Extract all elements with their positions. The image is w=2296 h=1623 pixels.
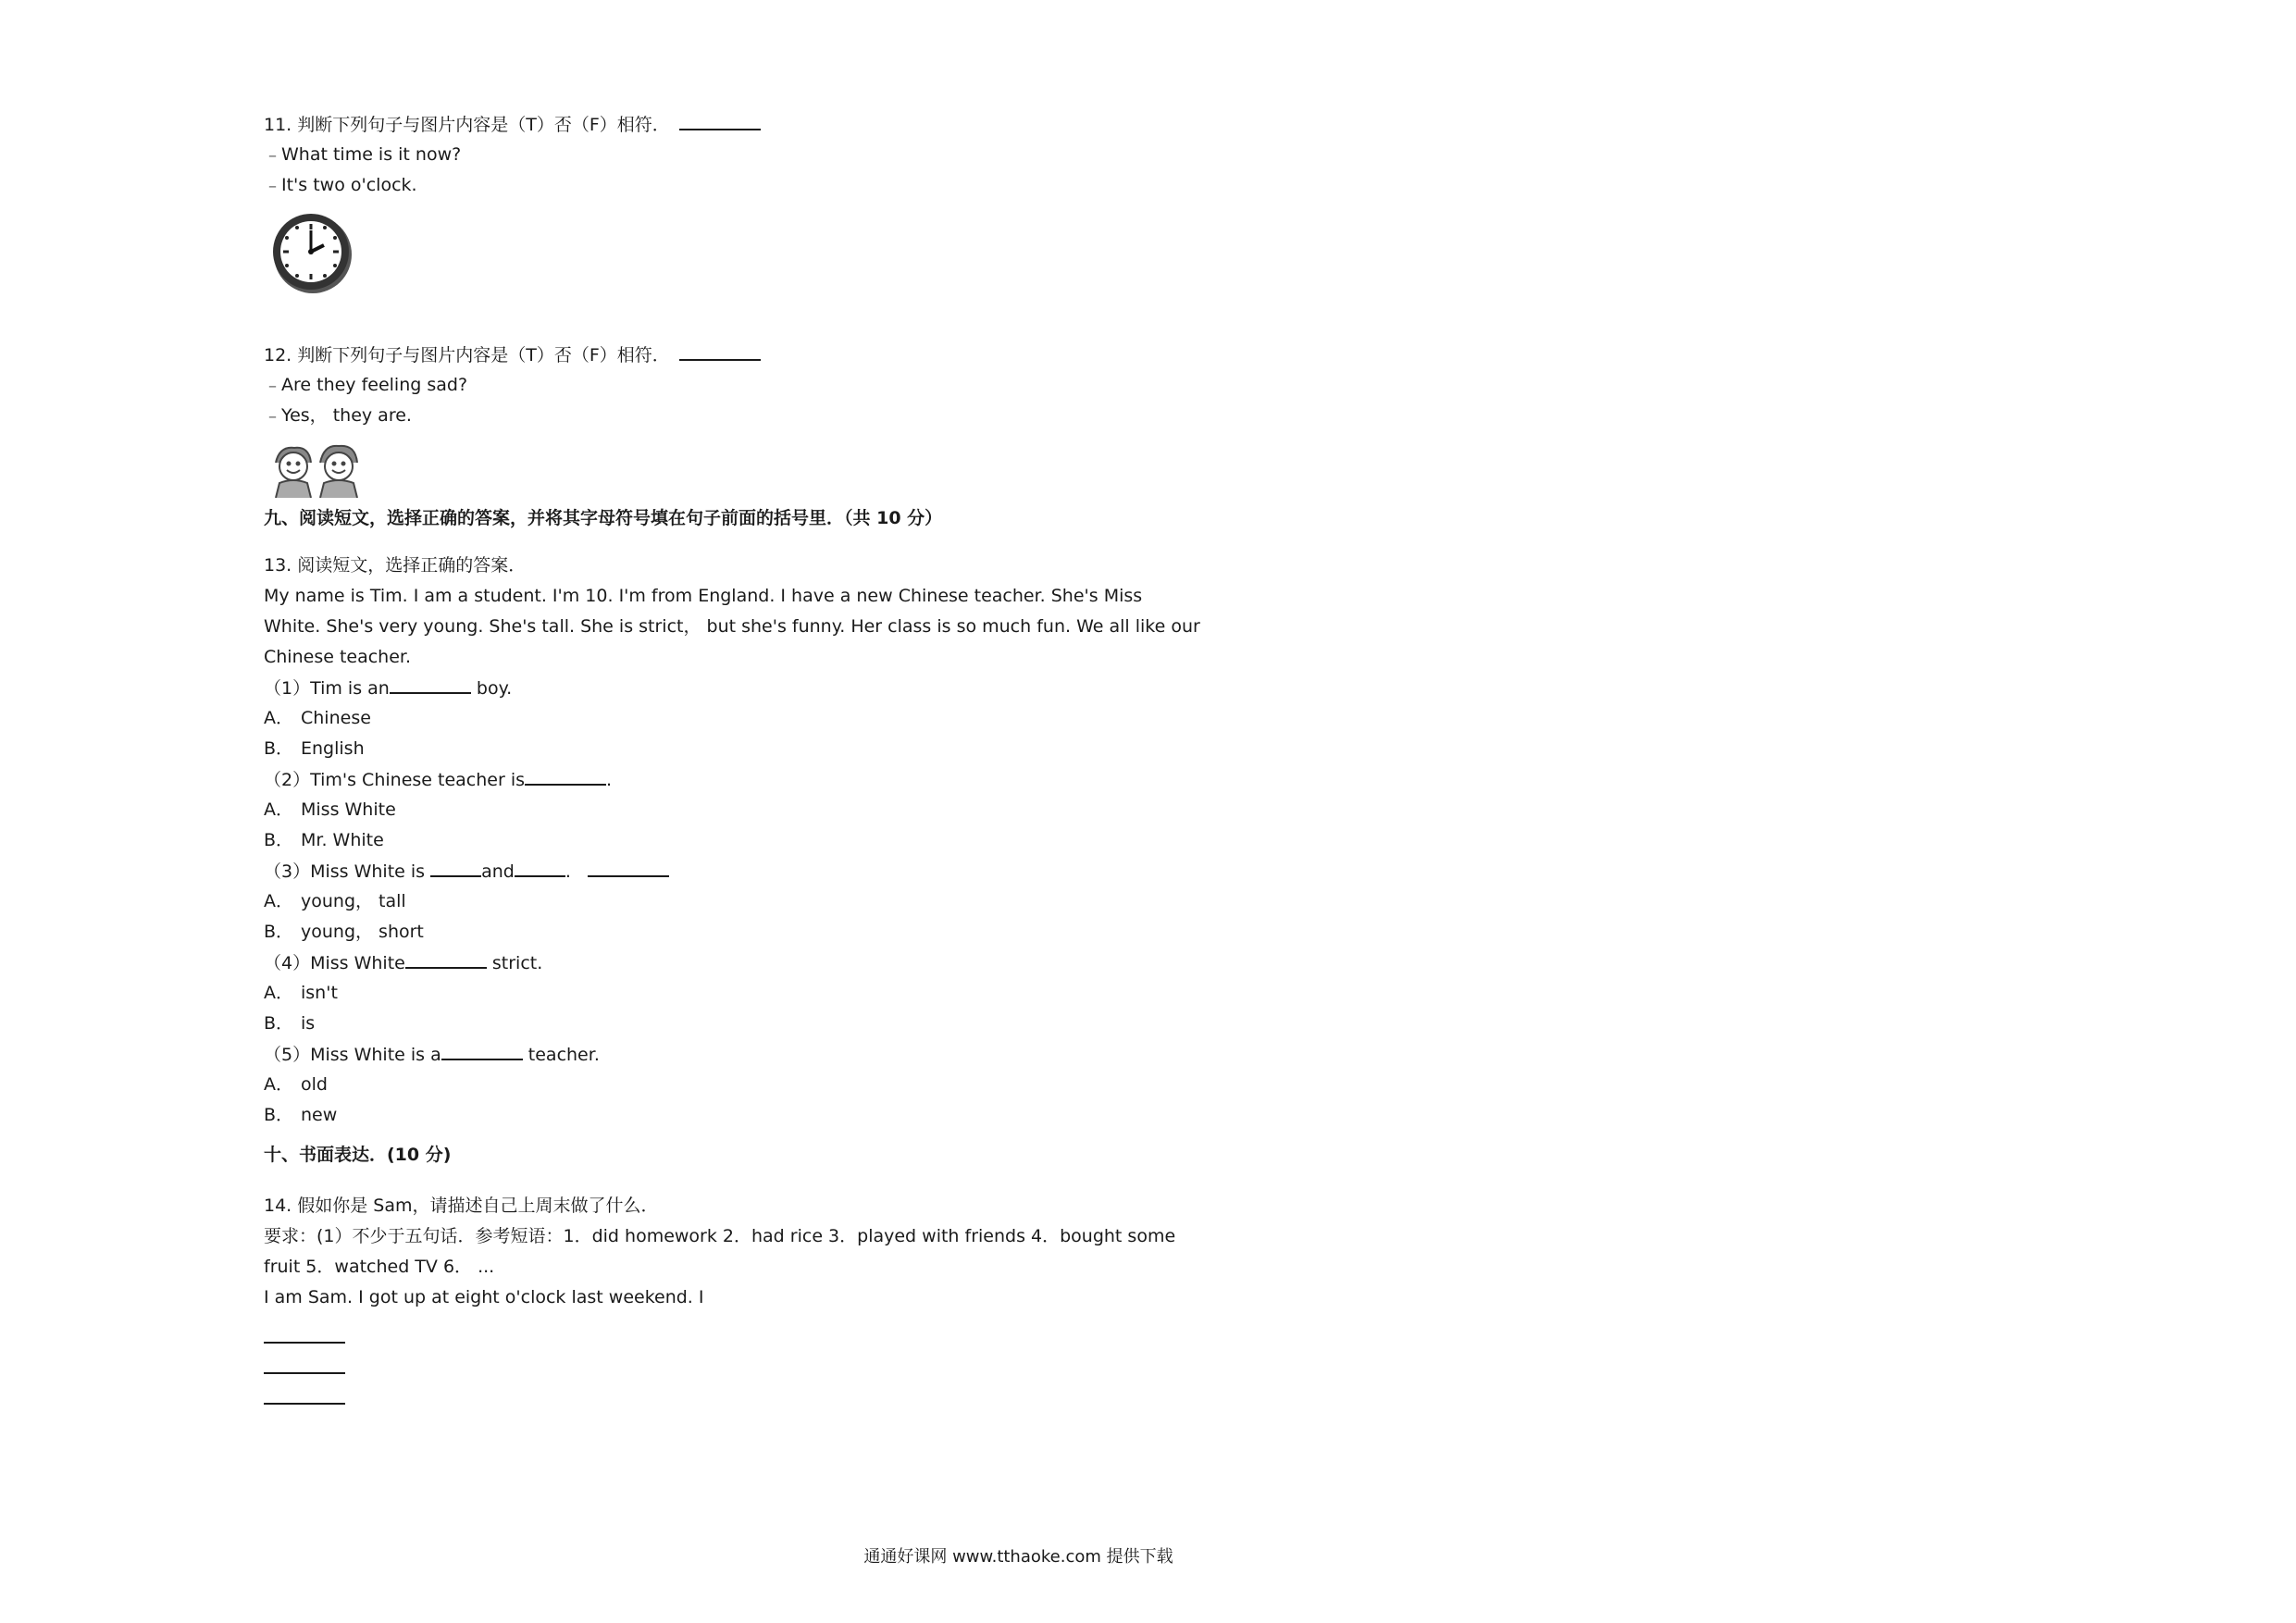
- clock-icon: [268, 210, 354, 295]
- q13-sub1-option-b[interactable]: [264, 734, 1245, 764]
- q13-sub2-blank[interactable]: [525, 764, 606, 786]
- section-9-heading: 九、阅读短文，选择正确的答案，并将其字母符号填在句子前面的括号里．（共 10 分）: [264, 508, 943, 528]
- option-letter: A．: [264, 708, 293, 728]
- option-text: young， short: [301, 922, 424, 942]
- q13-sub1-blank[interactable]: [390, 673, 471, 694]
- q13-sub3-blank-2[interactable]: [515, 856, 565, 877]
- page-footer: [0, 1543, 2296, 1567]
- option-letter: A．: [264, 799, 293, 820]
- q11-answer-blank[interactable]: [679, 109, 761, 130]
- option-text: English: [301, 738, 365, 759]
- q13-sub5-option-a[interactable]: [264, 1070, 1245, 1100]
- q13-sub3-blank-1[interactable]: [430, 856, 481, 877]
- q13-sub4: [264, 948, 1245, 978]
- option-text: Chinese: [301, 708, 371, 728]
- q12-title: [264, 340, 1245, 370]
- q13-sub4-option-b[interactable]: [264, 1009, 1245, 1039]
- option-text: new: [301, 1105, 338, 1125]
- q12-answer-blank[interactable]: [679, 340, 761, 361]
- q13-sub3-option-a[interactable]: [264, 886, 1245, 917]
- option-text: Mr. White: [301, 830, 384, 850]
- q14-opening-sentence: I am Sam. I got up at eight o'clock last weekend. I: [264, 1287, 704, 1307]
- q13-sub1: [264, 673, 1245, 703]
- option-letter: B．: [264, 1105, 294, 1125]
- q13-sub3-stem: （3）Miss White is: [264, 861, 431, 882]
- q14-title: 14. 假如你是 Sam，请描述自己上周末做了什么．: [264, 1196, 659, 1216]
- q13-title: 13. 阅读短文，选择正确的答案．: [264, 555, 527, 576]
- q13-sub1-stem: （1）Tim is an: [264, 678, 390, 699]
- option-letter: A．: [264, 1074, 293, 1095]
- q13-sub5: [264, 1039, 1245, 1070]
- q13-sub3: [264, 856, 1245, 886]
- option-text: is: [301, 1013, 316, 1034]
- option-letter: B．: [264, 922, 294, 942]
- option-text: Miss White: [301, 799, 396, 820]
- q13-sub2-option-b[interactable]: [264, 825, 1245, 856]
- option-letter: A．: [264, 891, 293, 911]
- q13-sub3-answer-blank[interactable]: [588, 856, 669, 877]
- q13-sub2-option-a[interactable]: [264, 795, 1245, 825]
- children-picture: [268, 439, 1245, 500]
- q13-sub3-option-b[interactable]: [264, 917, 1245, 948]
- q13-sub5-option-b[interactable]: [264, 1100, 1245, 1131]
- q13-sub3-stem-mid: and: [481, 861, 515, 882]
- children-illustration-icon: [268, 439, 365, 498]
- q13-sub5-stem: （5）Miss White is a: [264, 1045, 441, 1065]
- option-letter: A．: [264, 983, 293, 1003]
- option-letter: B．: [264, 830, 294, 850]
- q13-sub2-stem: （2）Tim's Chinese teacher is: [264, 770, 525, 790]
- q13-sub1-stem-end: boy.: [470, 678, 513, 699]
- q13-sub4-stem-end: strict.: [486, 953, 543, 973]
- q13-sub3-stem-end: .: [565, 861, 571, 882]
- q13-sub5-blank[interactable]: [441, 1039, 523, 1060]
- section-10-heading: 十、书面表达．(10 分): [264, 1145, 452, 1165]
- q13-sub4-blank[interactable]: [405, 948, 487, 969]
- clock-picture: [268, 210, 1245, 303]
- exam-page-content: [264, 109, 1245, 1405]
- q14-answer-line-2[interactable]: [264, 1344, 345, 1374]
- q14-answer-line-1[interactable]: [264, 1313, 345, 1344]
- q11-dialog-line-1: ﹣What time is it now?: [264, 144, 462, 165]
- q11-title-text: 11. 判断下列句子与图片内容是（T）否（F）相符．: [264, 115, 670, 135]
- q11-title: [264, 109, 1245, 140]
- q13-passage-line-3: Chinese teacher.: [264, 647, 412, 667]
- q13-sub2: [264, 764, 1245, 795]
- footer-text: 通通好课网 www.tthaoke.com 提供下载: [863, 1547, 1173, 1567]
- q14-requirement-line-1: 要求：(1）不少于五句话．参考短语：1．did homework 2．had rice 3．played with friends 4．bought some: [264, 1226, 1176, 1246]
- q12-title-text: 12. 判断下列句子与图片内容是（T）否（F）相符．: [264, 345, 670, 365]
- q13-passage-line-2: White. She's very young. She's tall. She is strict， but she's funny. Her class is so much fun. We all like our: [264, 616, 1200, 637]
- q13-sub1-option-a[interactable]: [264, 703, 1245, 734]
- q13-sub2-stem-end: .: [606, 770, 613, 790]
- q12-dialog-line-2: ﹣Yes， they are.: [264, 405, 412, 426]
- q14-requirement-line-2: fruit 5．watched TV 6． ...: [264, 1257, 495, 1277]
- q13-sub4-stem: （4）Miss White: [264, 953, 405, 973]
- option-letter: B．: [264, 738, 294, 759]
- option-text: young， tall: [301, 891, 406, 911]
- option-text: old: [301, 1074, 328, 1095]
- q13-passage-line-1: My name is Tim. I am a student. I'm 10. I'm from England. I have a new Chinese teacher. She's Miss: [264, 586, 1143, 606]
- q13-sub5-stem-end: teacher.: [522, 1045, 600, 1065]
- option-text: isn't: [301, 983, 338, 1003]
- q14-answer-line-3[interactable]: [264, 1374, 345, 1405]
- option-letter: B．: [264, 1013, 294, 1034]
- q12-dialog-line-1: ﹣Are they feeling sad?: [264, 375, 468, 395]
- q11-dialog-line-2: ﹣It's two o'clock.: [264, 175, 417, 195]
- q13-sub4-option-a[interactable]: [264, 978, 1245, 1009]
